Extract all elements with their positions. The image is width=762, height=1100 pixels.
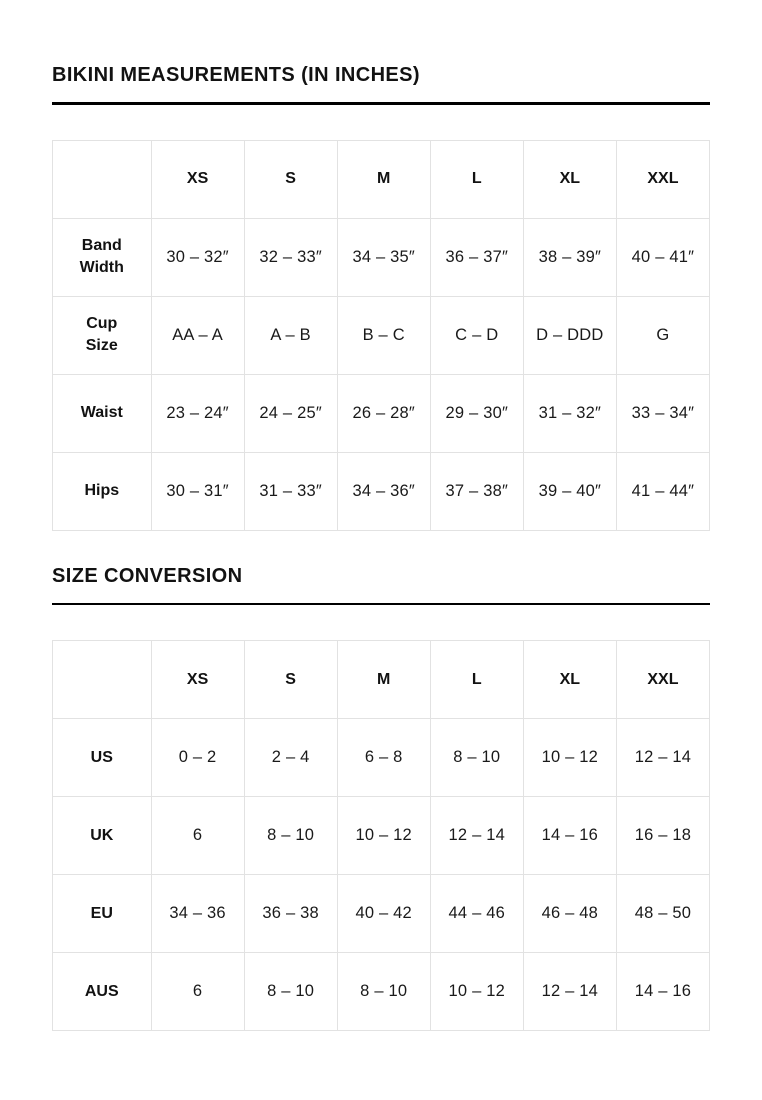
section-title-bikini-measurements: BIKINI MEASUREMENTS (IN INCHES) bbox=[52, 64, 420, 86]
table-row-cup-size bbox=[53, 296, 710, 374]
table-cell: 37 – 38″ bbox=[430, 452, 523, 530]
row-header-label: Waist bbox=[80, 404, 123, 422]
table-cell: 34 – 36 bbox=[151, 875, 244, 953]
table-cell: 6 bbox=[151, 797, 244, 875]
table-cell: D – DDD bbox=[523, 296, 616, 374]
table-cell: 8 – 10 bbox=[430, 719, 523, 797]
table-cell: 26 – 28″ bbox=[337, 374, 430, 452]
row-header-label: Hips bbox=[84, 482, 120, 500]
table-cell: 29 – 30″ bbox=[430, 374, 523, 452]
row-header-label: UK bbox=[90, 826, 114, 844]
column-header-xxl: XXL bbox=[616, 641, 709, 719]
row-header-eu bbox=[53, 875, 152, 953]
row-header-label: Band Width bbox=[79, 237, 124, 276]
table-cell: 14 – 16 bbox=[616, 953, 709, 1031]
title-divider bbox=[52, 603, 710, 606]
row-header-label: US bbox=[90, 748, 113, 766]
row-header-aus bbox=[53, 953, 152, 1031]
row-header-hips bbox=[53, 452, 152, 530]
table-cell: 6 – 8 bbox=[337, 719, 430, 797]
row-header-band-width bbox=[53, 218, 152, 296]
table-cell: 46 – 48 bbox=[523, 875, 616, 953]
table-cell: B – C bbox=[337, 296, 430, 374]
table-cell: 12 – 14 bbox=[430, 797, 523, 875]
table-cell: C – D bbox=[430, 296, 523, 374]
row-header-label: Cup Size bbox=[85, 315, 118, 354]
table-header-row bbox=[53, 641, 710, 719]
section-size-conversion bbox=[52, 564, 710, 1032]
table-cell: 48 – 50 bbox=[616, 875, 709, 953]
table-cell: 36 – 37″ bbox=[430, 218, 523, 296]
table-cell: 8 – 10 bbox=[337, 953, 430, 1031]
table-cell: 10 – 12 bbox=[523, 719, 616, 797]
table-cell: 30 – 31″ bbox=[151, 452, 244, 530]
column-header-m: M bbox=[337, 140, 430, 218]
section-bikini-measurements bbox=[52, 63, 710, 531]
table-cell: 8 – 10 bbox=[244, 953, 337, 1031]
table-cell: 41 – 44″ bbox=[616, 452, 709, 530]
corner-cell bbox=[53, 140, 152, 218]
table-row-band-width bbox=[53, 218, 710, 296]
column-header-m: M bbox=[337, 641, 430, 719]
table-cell: 34 – 35″ bbox=[337, 218, 430, 296]
table-cell: 23 – 24″ bbox=[151, 374, 244, 452]
table-cell: G bbox=[616, 296, 709, 374]
table-cell: 30 – 32″ bbox=[151, 218, 244, 296]
bikini-measurements-table bbox=[52, 140, 710, 531]
table-cell: 38 – 39″ bbox=[523, 218, 616, 296]
row-header-waist bbox=[53, 374, 152, 452]
corner-cell bbox=[53, 641, 152, 719]
row-header-cup-size bbox=[53, 296, 152, 374]
section-title-size-conversion: SIZE CONVERSION bbox=[52, 564, 243, 587]
title-divider bbox=[52, 102, 710, 105]
table-row-uk bbox=[53, 797, 710, 875]
table-cell: 36 – 38 bbox=[244, 875, 337, 953]
column-header-s: S bbox=[244, 140, 337, 218]
table-row-us bbox=[53, 719, 710, 797]
table-cell: 34 – 36″ bbox=[337, 452, 430, 530]
column-header-xl: XL bbox=[523, 140, 616, 218]
table-row-hips bbox=[53, 452, 710, 530]
table-cell: 6 bbox=[151, 953, 244, 1031]
table-cell: 0 – 2 bbox=[151, 719, 244, 797]
column-header-xs: XS bbox=[151, 641, 244, 719]
row-header-label: EU bbox=[90, 904, 113, 922]
table-cell: AA – A bbox=[151, 296, 244, 374]
table-cell: 12 – 14 bbox=[616, 719, 709, 797]
column-header-l: L bbox=[430, 641, 523, 719]
table-cell: 14 – 16 bbox=[523, 797, 616, 875]
table-header-row bbox=[53, 140, 710, 218]
row-header-us bbox=[53, 719, 152, 797]
table-cell: 10 – 12 bbox=[337, 797, 430, 875]
table-cell: 31 – 33″ bbox=[244, 452, 337, 530]
table-cell: 40 – 41″ bbox=[616, 218, 709, 296]
row-header-label: AUS bbox=[84, 982, 119, 1000]
row-header-uk bbox=[53, 797, 152, 875]
column-header-xs: XS bbox=[151, 140, 244, 218]
table-cell: 39 – 40″ bbox=[523, 452, 616, 530]
column-header-s: S bbox=[244, 641, 337, 719]
table-row-aus bbox=[53, 953, 710, 1031]
table-cell: 12 – 14 bbox=[523, 953, 616, 1031]
table-cell: 40 – 42 bbox=[337, 875, 430, 953]
table-cell: 2 – 4 bbox=[244, 719, 337, 797]
table-cell: 16 – 18 bbox=[616, 797, 709, 875]
table-cell: 10 – 12 bbox=[430, 953, 523, 1031]
table-cell: 31 – 32″ bbox=[523, 374, 616, 452]
table-cell: 8 – 10 bbox=[244, 797, 337, 875]
table-cell: 33 – 34″ bbox=[616, 374, 709, 452]
column-header-l: L bbox=[430, 140, 523, 218]
size-conversion-table bbox=[52, 640, 710, 1031]
table-cell: 24 – 25″ bbox=[244, 374, 337, 452]
column-header-xl: XL bbox=[523, 641, 616, 719]
table-cell: 44 – 46 bbox=[430, 875, 523, 953]
table-cell: A – B bbox=[244, 296, 337, 374]
table-row-eu bbox=[53, 875, 710, 953]
column-header-xxl: XXL bbox=[616, 140, 709, 218]
table-cell: 32 – 33″ bbox=[244, 218, 337, 296]
table-row-waist bbox=[53, 374, 710, 452]
